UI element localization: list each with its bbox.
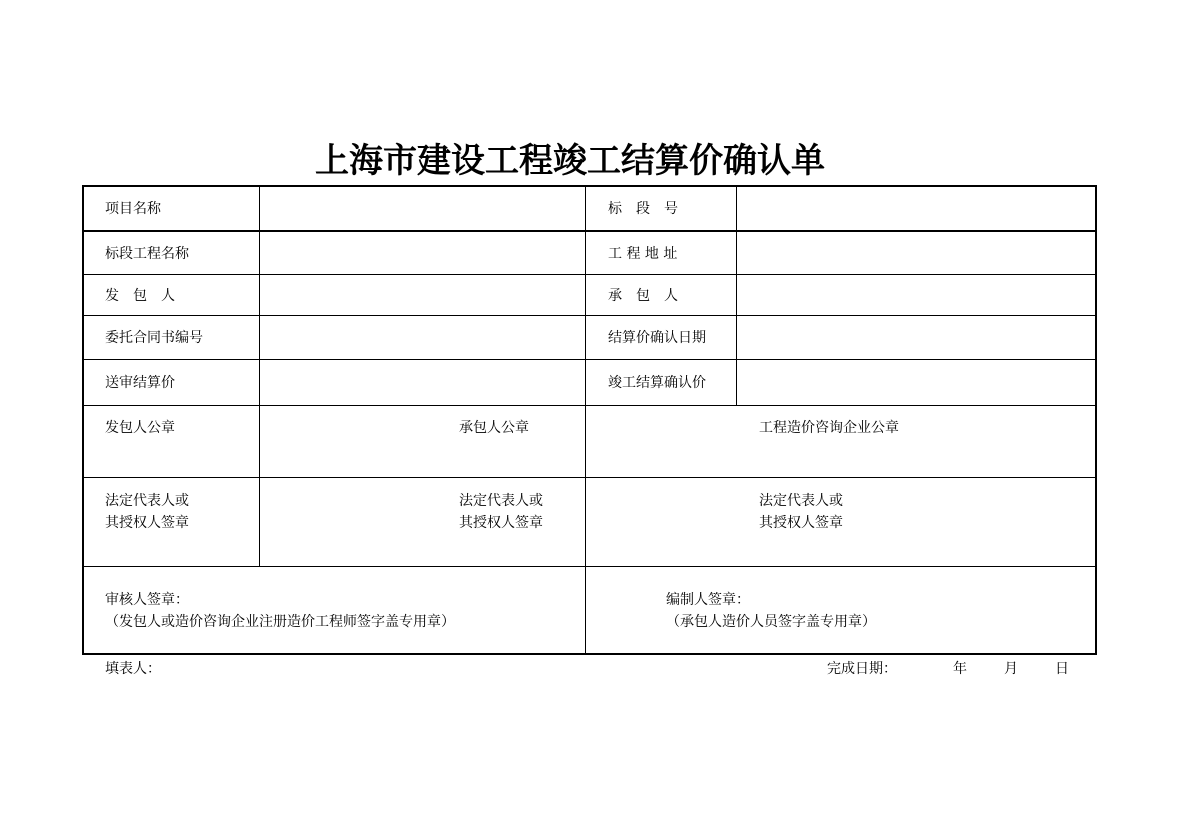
form-table xyxy=(82,185,1097,655)
label-employer: 发 包 人 xyxy=(105,288,175,304)
label-contractor-rep-line1: 法定代表人或 xyxy=(459,493,543,509)
label-consultant-seal: 工程造价咨询企业公章 xyxy=(759,420,899,436)
col-divider xyxy=(585,186,586,654)
label-day: 日 xyxy=(1055,661,1069,677)
label-employer-rep-line1: 法定代表人或 xyxy=(105,493,189,509)
label-project-name: 项目名称 xyxy=(105,201,161,217)
note-reviewer: （发包人或造价咨询企业注册造价工程师签字盖专用章） xyxy=(105,614,455,630)
label-section-no: 标 段 号 xyxy=(608,201,678,217)
label-compiler: 编制人签章： xyxy=(666,592,750,608)
label-submitted-price: 送审结算价 xyxy=(105,375,175,391)
label-consultant-rep-line2: 其授权人签章 xyxy=(759,515,843,531)
row-divider xyxy=(82,359,1097,360)
label-reviewer: 审核人签章： xyxy=(105,592,189,608)
row-divider xyxy=(82,274,1097,275)
label-contractor-seal: 承包人公章 xyxy=(459,420,529,436)
col-divider xyxy=(259,186,260,566)
row-divider xyxy=(82,566,1097,567)
label-project-address: 工 程 地 址 xyxy=(608,246,678,262)
label-consultant-rep-line1: 法定代表人或 xyxy=(759,493,843,509)
label-confirm-date: 结算价确认日期 xyxy=(608,330,706,346)
label-contractor: 承 包 人 xyxy=(608,288,678,304)
row-divider xyxy=(82,405,1097,406)
label-employer-rep-line2: 其授权人签章 xyxy=(105,515,189,531)
label-year: 年 xyxy=(953,661,967,677)
label-confirmed-price: 竣工结算确认价 xyxy=(608,375,706,391)
label-contract-no: 委托合同书编号 xyxy=(105,330,203,346)
col-divider xyxy=(736,186,737,405)
label-filler: 填表人： xyxy=(105,661,161,677)
label-contractor-rep-line2: 其授权人签章 xyxy=(459,515,543,531)
label-completion-date: 完成日期： xyxy=(827,661,897,677)
label-section-project-name: 标段工程名称 xyxy=(105,246,189,262)
row-divider xyxy=(82,315,1097,316)
row-divider xyxy=(82,230,1097,232)
note-compiler: （承包人造价人员签字盖专用章） xyxy=(666,614,876,630)
label-month: 月 xyxy=(1004,661,1018,677)
document-title: 上海市建设工程竣工结算价确认单 xyxy=(315,141,825,181)
row-divider xyxy=(82,477,1097,478)
label-employer-seal: 发包人公章 xyxy=(105,420,175,436)
